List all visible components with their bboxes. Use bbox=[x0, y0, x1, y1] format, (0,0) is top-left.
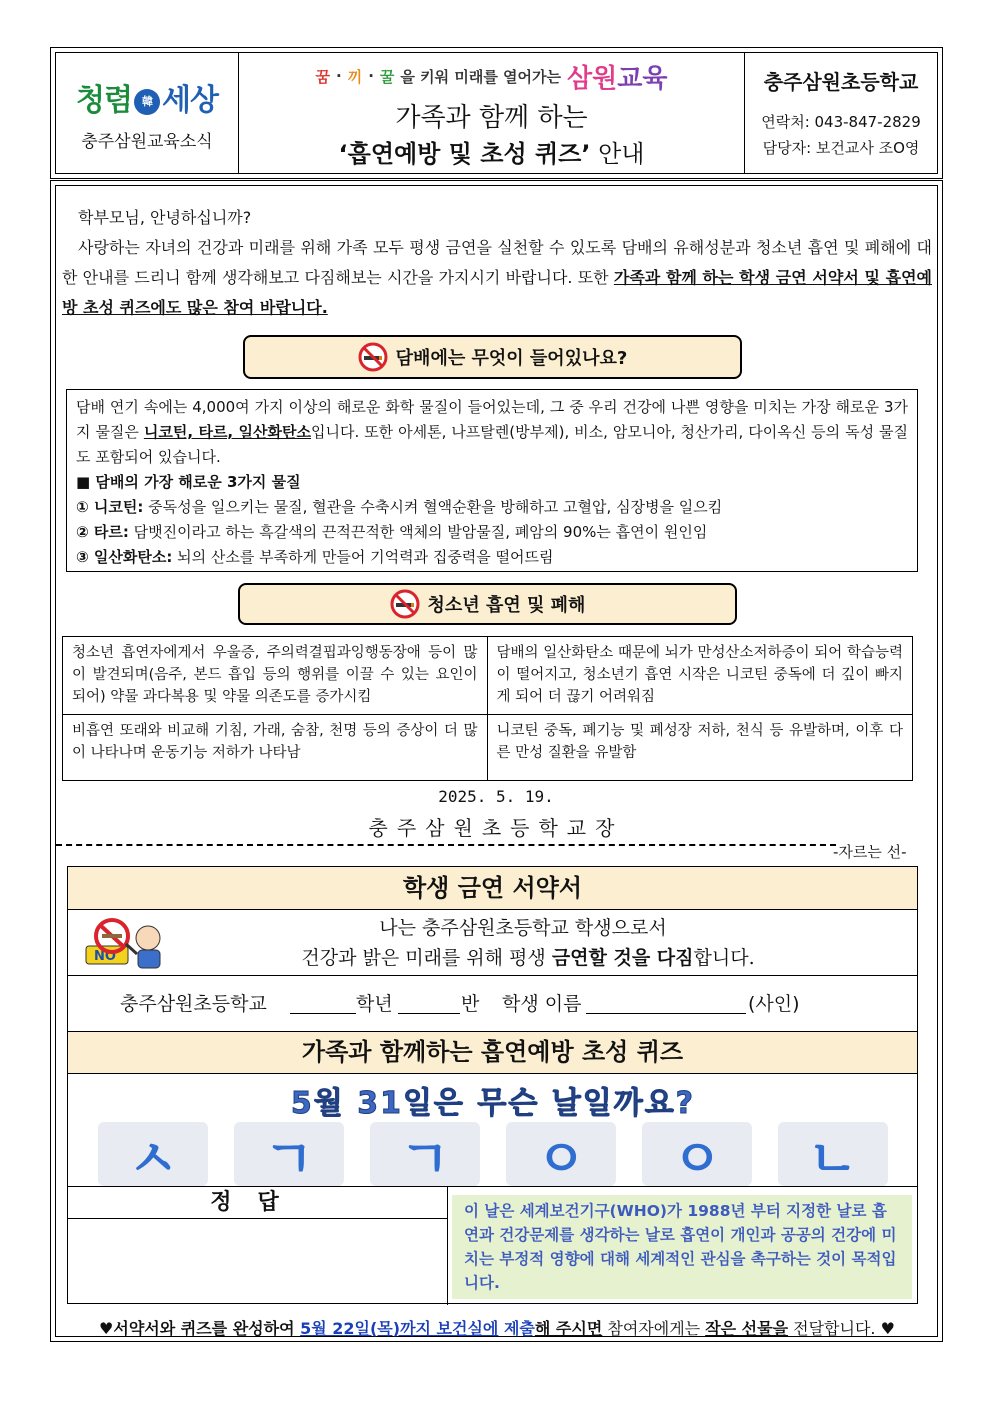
answer-label: 정답 bbox=[68, 1187, 448, 1219]
pledge-line2: 건강과 밝은 미래를 위해 평생 금연할 것을 다짐합니다. bbox=[301, 947, 755, 969]
cut-line bbox=[56, 844, 836, 846]
harmful-list-title: ■ 담배의 가장 해로운 3가지 물질 bbox=[76, 473, 301, 491]
contact-phone: 연락처: 043-847-2829 bbox=[761, 112, 921, 131]
initial-tile: ㅅ bbox=[98, 1122, 208, 1186]
newsletter-logo bbox=[56, 53, 239, 173]
school-info bbox=[745, 53, 937, 173]
page-title-line2: ‘흡연예방 및 초성 퀴즈’ 안내 bbox=[338, 139, 645, 168]
grade-field[interactable] bbox=[290, 968, 356, 1014]
initial-tile: ㄱ bbox=[370, 1122, 480, 1186]
pledge-signature-row bbox=[68, 976, 917, 1032]
header-title-block bbox=[239, 53, 745, 173]
pledge-line1: 나는 충주삼원초등학교 학생으로서 bbox=[379, 917, 667, 939]
notice-date: 2025. 5. 19. bbox=[438, 787, 554, 806]
sign-class: 반 bbox=[461, 993, 480, 1015]
harm-cell: 니코틴 중독, 폐기능 및 폐성장 저하, 천식 등 유발하며, 이후 다른 만성 질환을 유발함 bbox=[496, 723, 903, 761]
quiz-title: 가족과 함께하는 흡연예방 초성 퀴즈 bbox=[68, 1032, 917, 1074]
harm-cell: 담배의 일산화탄소 때문에 뇌가 만성산소저하증이 되어 학습능력이 떨어지고, 청소년기 흡연 시작은 니코틴 중독에 더 깊이 빠지게 되어 더 끊기 어려워짐 bbox=[488, 637, 913, 715]
no-smoking-icon bbox=[358, 342, 388, 372]
quiz-explanation: 이 날은 세계보건기구(WHO)가 1988년 부터 지정한 날로 흡연과 건강문제를 생각하는 날로 흡연이 개인과 공공의 건강에 미치는 부정적 영향에 대해 세계적인 관심을 촉구하는 것이 목적입니다. bbox=[452, 1195, 912, 1299]
quiz-image bbox=[68, 1074, 917, 1190]
section-title-youth-harm: 청소년 흡연 및 폐해 bbox=[238, 583, 737, 625]
sign-grade: 학년 bbox=[356, 993, 393, 1015]
class-field[interactable] bbox=[398, 968, 460, 1014]
principal-signature: 충주삼원초등학교장 bbox=[368, 816, 624, 840]
quiz-question: 5월 31일은 무슨 날일까요? bbox=[290, 1086, 696, 1121]
logo-emblem-icon: 韓 bbox=[134, 89, 160, 115]
section-title-ingredients: 담배에는 무엇이 들어있나요? bbox=[243, 335, 742, 379]
ingredients-info-box bbox=[66, 389, 918, 572]
harm-cell: 청소년 흡연자에게서 우울증, 주의력결핍과잉행동장애 등이 많이 발견되며(음주, 본드 흡입 등의 행위를 이끌 수 있는 요인이 되어) 약물 과다복용 및 약물 의존도를 증가시킴 bbox=[63, 637, 488, 715]
page-title-line1: 가족과 함께 하는 bbox=[395, 102, 588, 133]
no-smoking-icon bbox=[390, 589, 420, 619]
school-name: 충주삼원초등학교 bbox=[763, 69, 919, 94]
youth-harm-table bbox=[62, 636, 913, 781]
answer-input-area[interactable] bbox=[68, 1219, 448, 1305]
initial-tile: ㅇ bbox=[506, 1122, 616, 1186]
school-slogan: 꿈 · 끼 · 꿀 을 키워 미래를 열어가는 삼원 교육 bbox=[315, 63, 668, 94]
logo-title: 청렴 韓 세상 bbox=[76, 82, 218, 118]
intro-text bbox=[62, 203, 932, 323]
newsletter-name: 충주삼원교육소식 bbox=[81, 131, 213, 152]
intro-paragraph: 사랑하는 자녀의 건강과 미래를 위해 가족 모두 평생 금연을 실천할 수 있도록 담배의 유해성분과 청소년 흡연 및 폐해에 대한 안내를 드리니 함께 생각해보고 다짐해보는 시간을 가지시기 바랍니다. 또한 가족과 함께 하는 학생 금연 서약서 및 흡연예방 초성 퀴즈에도 많은 참여 바랍니다. bbox=[62, 238, 933, 317]
initial-tile: ㄱ bbox=[234, 1122, 344, 1186]
student-name-field[interactable] bbox=[586, 968, 746, 1014]
sign-name: 학생 이름 bbox=[502, 993, 582, 1015]
greeting: 학부모님, 안녕하십니까? bbox=[78, 208, 252, 227]
initial-tile: ㄴ bbox=[778, 1122, 888, 1186]
sign-seal: (사인) bbox=[748, 993, 800, 1015]
pledge-quiz-form bbox=[67, 866, 918, 1304]
initial-tile: ㅇ bbox=[642, 1122, 752, 1186]
quiz-initials bbox=[98, 1122, 888, 1190]
submission-notice: ♥서약서와 퀴즈를 완성하여 5월 22일(목)까지 보건실에 제출해 주시면 참여자에게는 작은 선물을 전달합니다. ♥ bbox=[99, 1319, 895, 1338]
header bbox=[50, 47, 943, 179]
pledge-statement bbox=[68, 910, 917, 976]
harmful-item-nicotine: ① 니코틴: 중독성을 일으키는 물질, 혈관을 수축시켜 혈액순환을 방해하고 고혈압, 심장병을 일으킴 bbox=[76, 498, 723, 516]
sign-school: 충주삼원초등학교 bbox=[120, 993, 267, 1015]
quiz-answer-row bbox=[68, 1187, 917, 1305]
cut-line-label: -자르는 선- bbox=[833, 843, 907, 861]
harmful-item-co: ③ 일산화탄소: 뇌의 산소를 부족하게 만들어 기억력과 집중력을 떨어뜨림 bbox=[76, 548, 554, 566]
pledge-title: 학생 금연 서약서 bbox=[68, 867, 917, 910]
contact-person: 담당자: 보건교사 조O영 bbox=[762, 138, 920, 157]
harm-cell: 비흡연 또래와 비교해 기침, 가래, 숨참, 천명 등의 증상이 더 많이 나타나며 운동기능 저하가 나타남 bbox=[63, 715, 488, 780]
ingredients-paragraph: 담배 연기 속에는 4,000여 가지 이상의 해로운 화학 물질이 들어있는데, 그 중 우리 건강에 나쁜 영향을 미치는 가장 해로운 3가지 물질은 니코틴, 타르, 일산화탄소입니다. 또한 아세톤, 나프탈렌(방부제), 비소, 암모니아, 청산가리, 다이옥신 등의 독성 물질도 포함되어 있습니다. bbox=[76, 398, 908, 466]
no-smoking-cartoon-icon bbox=[82, 916, 168, 972]
harmful-item-tar: ② 타르: 담뱃진이라고 하는 흑갈색의 끈적끈적한 액체의 발암물질, 폐암의 90%는 흡연이 원인임 bbox=[76, 523, 708, 541]
svg-text:NO: NO bbox=[94, 949, 116, 964]
